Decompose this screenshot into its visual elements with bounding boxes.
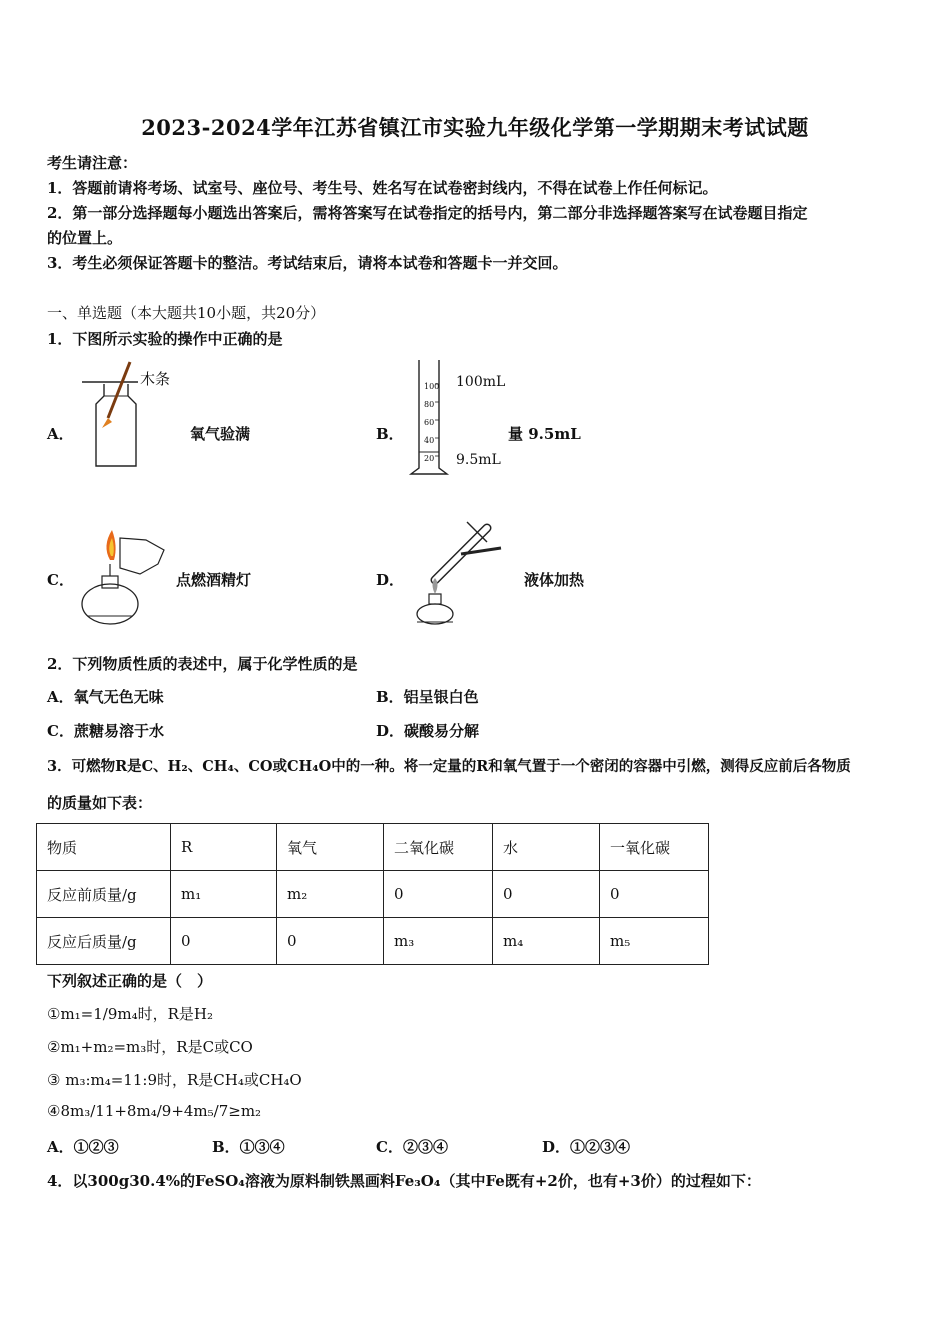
cylinder-tick: 40 <box>424 436 435 445</box>
table-cell: 0 <box>600 871 709 918</box>
cylinder-ticks <box>424 378 439 468</box>
table-cell: 0 <box>277 918 384 965</box>
table-cell: m₁ <box>171 871 277 918</box>
q3-statement-1: ①m₁=1/9m₄时，R是H₂ <box>47 1005 214 1023</box>
table-cell: m₅ <box>600 918 709 965</box>
table-cell: m₄ <box>493 918 600 965</box>
q3-stem-a: 3．可燃物R是C、H₂、CH₄、CO或CH₄O中的一种。将一定量的R和氧气置于一个密闭的容器中引燃，测得反应前后各物质 <box>47 758 851 775</box>
cylinder-tick: 60 <box>424 418 435 427</box>
table-cell: 物质 <box>37 824 171 871</box>
q2-option-b: B．铝呈银白色 <box>376 688 479 706</box>
notice-item-2a: 2．第一部分选择题每小题选出答案后，需将答案写在试卷指定的括号内，第二部分非选择题答案写在试卷题目指定 <box>47 204 808 222</box>
q3-option-d: D．①②③④ <box>542 1138 631 1156</box>
q1-option-c-label: 点燃酒精灯 <box>176 571 252 589</box>
q1-stem: 1．下图所示实验的操作中正确的是 <box>47 330 283 348</box>
q1-option-b-label: 量 9.5mL <box>508 425 581 443</box>
cylinder-tick: 20 <box>424 454 435 463</box>
page-title: 2023-2024学年江苏省镇江市实验九年级化学第一学期期末考试试题 <box>141 115 809 140</box>
table-cell: 反应后质量/g <box>37 918 171 965</box>
cylinder-tick: 100 <box>424 382 440 391</box>
notice-heading: 考生请注意： <box>47 154 138 172</box>
cylinder-tick: 80 <box>424 400 435 409</box>
table-cell: 二氧化碳 <box>384 824 493 871</box>
q2-stem: 2．下列物质性质的表述中，属于化学性质的是 <box>47 655 358 673</box>
q2-option-a: A．氧气无色无味 <box>47 688 164 706</box>
q3-statement-3: ③ m₃:m₄=11:9时，R是CH₄或CH₄O <box>47 1071 302 1089</box>
table-row <box>37 918 709 965</box>
table-cell: 氧气 <box>277 824 384 871</box>
table-cell: 0 <box>493 871 600 918</box>
table-cell: 0 <box>171 918 277 965</box>
table-cell: m₂ <box>277 871 384 918</box>
q3-prompt: 下列叙述正确的是（ ） <box>47 972 213 990</box>
table-cell: 一氧化碳 <box>600 824 709 871</box>
table-cell: R <box>171 824 277 871</box>
mass-table <box>36 823 709 965</box>
q1-option-a-letter: A． <box>47 425 74 443</box>
notice-item-3: 3．考生必须保证答题卡的整洁。考试结束后，请将本试卷和答题卡一并交回。 <box>47 254 568 272</box>
q2-option-d: D．碳酸易分解 <box>376 722 480 740</box>
table-cell: 水 <box>493 824 600 871</box>
table-cell: m₃ <box>384 918 493 965</box>
notice-item-2b: 的位置上。 <box>47 229 123 247</box>
q2-option-c: C．蔗糖易溶于水 <box>47 722 164 740</box>
table-cell: 0 <box>384 871 493 918</box>
q3-statement-4: ④8m₃/11+8m₄/9+4m₅/7≥m₂ <box>47 1102 262 1120</box>
table-row <box>37 871 709 918</box>
table-cell: 反应前质量/g <box>37 871 171 918</box>
q1-option-a-label: 氧气验满 <box>190 425 251 443</box>
q1-option-b-letter: B． <box>376 425 404 443</box>
table-row <box>37 824 709 871</box>
q3-statement-2: ②m₁+m₂=m₃时，R是C或CO <box>47 1038 253 1056</box>
q3-option-b: B．①③④ <box>212 1138 285 1156</box>
test-tube-heating-figure <box>405 518 515 630</box>
q3-option-a: A．①②③ <box>47 1138 119 1156</box>
cylinder-top-label: 100mL <box>456 374 506 390</box>
q4-stem: 4．以300g30.4%的FeSO₄溶液为原料制铁黑画料Fe₃O₄（其中Fe既有+2价，也有+3价）的过程如下： <box>47 1172 761 1190</box>
q1-a-fig-label: 木条 <box>140 370 171 388</box>
notice-item-1: 1．答题前请将考场、试室号、座位号、考生号、姓名写在试卷密封线内，不得在试卷上作任何标记。 <box>47 179 718 197</box>
q1-option-d-letter: D． <box>376 571 405 589</box>
q1-option-c-letter: C． <box>47 571 74 589</box>
cylinder-bottom-label: 9.5mL <box>456 452 501 468</box>
q1-option-d-label: 液体加热 <box>524 571 585 589</box>
q3-option-c: C．②③④ <box>376 1138 448 1156</box>
q3-stem-b: 的质量如下表： <box>47 794 153 812</box>
section-heading: 一、单选题（本大题共10小题，共20分） <box>47 304 326 322</box>
alcohol-lamp-lighting-figure <box>76 524 174 630</box>
